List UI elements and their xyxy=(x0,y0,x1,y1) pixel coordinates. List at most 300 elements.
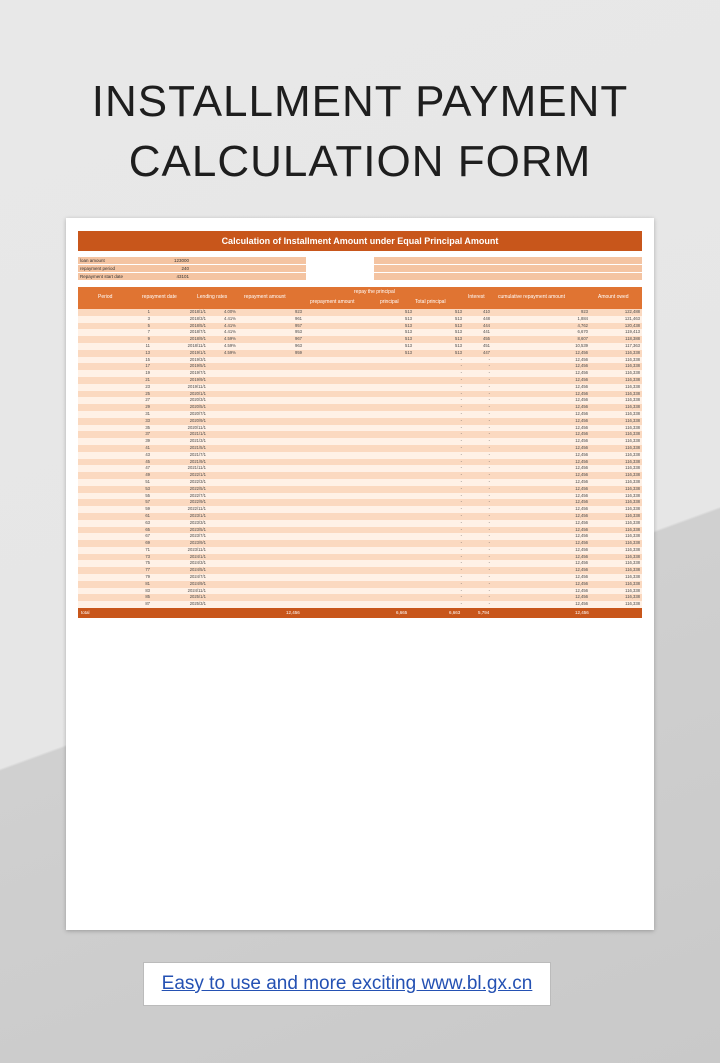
cell-date: 2024/7/1 xyxy=(189,574,206,580)
cell-total: - xyxy=(460,404,462,410)
table-row xyxy=(78,472,642,479)
cell-date: 2018/11/1 xyxy=(187,342,206,348)
cell-period: 9 xyxy=(147,336,150,342)
cell-period: 69 xyxy=(145,540,150,546)
table-row xyxy=(78,567,642,574)
cell-date: 2019/7/1 xyxy=(189,370,206,376)
cell-interest: - xyxy=(488,472,490,478)
cell-owed: 116,338 xyxy=(625,601,640,607)
cell-cum: 12,456 xyxy=(575,478,588,484)
cell-period: 71 xyxy=(145,546,150,552)
cell-interest: 441 xyxy=(483,329,490,335)
table-row xyxy=(78,594,642,601)
cell-owed: 116,338 xyxy=(625,560,640,566)
cell-interest: - xyxy=(488,431,490,437)
total-amount: 12,456 xyxy=(286,610,300,616)
cell-period: 19 xyxy=(145,370,150,376)
cell-total: - xyxy=(460,499,462,505)
table-row xyxy=(78,309,642,316)
cell-owed: 117,363 xyxy=(625,342,640,348)
table-row xyxy=(78,323,642,330)
cell-period: 63 xyxy=(145,519,150,525)
cell-total: - xyxy=(460,594,462,600)
cell-period: 47 xyxy=(145,465,150,471)
cell-date: 2021/3/1 xyxy=(189,438,206,444)
cell-rate: 4.41% xyxy=(224,322,236,328)
table-row xyxy=(78,316,642,323)
cell-interest: - xyxy=(488,383,490,389)
cell-amount: 957 xyxy=(295,322,302,328)
cell-owed: 116,338 xyxy=(625,444,640,450)
sheet-banner: Calculation of Installment Amount under Equal Principal Amount xyxy=(78,231,642,251)
cell-period: 1 xyxy=(147,309,150,314)
info-label: Repayment start date xyxy=(80,274,124,279)
cell-date: 2024/5/1 xyxy=(189,567,206,573)
table-row xyxy=(78,350,642,357)
cell-amount: 923 xyxy=(295,309,302,314)
cell-interest: - xyxy=(488,438,490,444)
info-row xyxy=(78,257,306,264)
cell-owed: 116,338 xyxy=(625,492,640,498)
cell-period: 79 xyxy=(145,574,150,580)
cell-date: 2022/5/1 xyxy=(189,485,206,491)
cell-interest: - xyxy=(488,390,490,396)
cell-interest: 451 xyxy=(483,342,490,348)
cell-total: - xyxy=(460,363,462,369)
cell-amount: 959 xyxy=(295,349,302,355)
cell-total: - xyxy=(460,376,462,382)
cell-cum: 12,456 xyxy=(575,560,588,566)
cell-interest: - xyxy=(488,533,490,539)
cell-interest: - xyxy=(488,601,490,607)
total-row xyxy=(78,608,642,618)
cell-interest: - xyxy=(488,410,490,416)
cell-interest: 444 xyxy=(483,322,490,328)
header-repayment-amount: repayment amount xyxy=(244,294,286,300)
cell-date: 2020/3/1 xyxy=(189,397,206,403)
cell-interest: - xyxy=(488,587,490,593)
cell-owed: 116,338 xyxy=(625,553,640,559)
cell-period: 15 xyxy=(145,356,150,362)
cell-cum: 923 xyxy=(581,309,588,314)
cell-total: - xyxy=(460,519,462,525)
table-row xyxy=(78,581,642,588)
cell-interest: 447 xyxy=(483,349,490,355)
cell-interest: - xyxy=(488,499,490,505)
cell-owed: 116,338 xyxy=(625,404,640,410)
header-period: Period xyxy=(98,294,113,300)
cell-interest: - xyxy=(488,485,490,491)
header-total-principal: Total principal xyxy=(415,299,446,305)
table-row xyxy=(78,329,642,336)
cell-owed: 116,338 xyxy=(625,424,640,430)
info-label: repayment period xyxy=(80,266,116,271)
cell-date: 2018/7/1 xyxy=(189,329,206,335)
cell-cum: 12,456 xyxy=(575,472,588,478)
table-row xyxy=(78,452,642,459)
cell-total: - xyxy=(460,567,462,573)
cell-interest: - xyxy=(488,465,490,471)
cell-total: - xyxy=(460,580,462,586)
cell-period: 57 xyxy=(145,499,150,505)
cell-total: - xyxy=(460,397,462,403)
cell-interest: - xyxy=(488,540,490,546)
cell-owed: 116,338 xyxy=(625,567,640,573)
header-principal: principal xyxy=(380,299,399,305)
cell-owed: 121,463 xyxy=(624,315,640,321)
cell-total: 513 xyxy=(455,349,462,355)
info-row xyxy=(78,265,306,272)
cell-total: - xyxy=(460,472,462,478)
info-row xyxy=(78,273,306,280)
cell-owed: 116,338 xyxy=(625,478,640,484)
cell-owed: 116,338 xyxy=(625,472,640,478)
cell-interest: - xyxy=(488,553,490,559)
cell-total: - xyxy=(460,553,462,559)
cell-total: - xyxy=(460,526,462,532)
cell-period: 45 xyxy=(145,458,150,464)
cell-date: 2023/5/1 xyxy=(189,526,206,532)
cell-period: 53 xyxy=(145,485,150,491)
cell-period: 13 xyxy=(145,349,150,355)
table-header xyxy=(78,287,642,309)
cell-cum: 12,456 xyxy=(575,424,588,430)
table-row xyxy=(78,418,642,425)
cell-total: 513 xyxy=(455,309,462,314)
table-row xyxy=(78,357,642,364)
cell-owed: 116,338 xyxy=(625,574,640,580)
cell-cum: 12,456 xyxy=(575,383,588,389)
cell-date: 2022/11/1 xyxy=(187,506,206,512)
cell-date: 2018/9/1 xyxy=(189,336,206,342)
cell-date: 2019/1/1 xyxy=(189,349,206,355)
cell-date: 2023/9/1 xyxy=(189,540,206,546)
cell-principal: 513 xyxy=(405,336,412,342)
cell-amount: 961 xyxy=(295,315,302,321)
table-body xyxy=(78,309,642,608)
cell-interest: - xyxy=(488,519,490,525)
cell-total: - xyxy=(460,587,462,593)
cell-amount: 967 xyxy=(295,336,302,342)
cell-date: 2018/3/1 xyxy=(189,315,206,321)
spreadsheet-preview xyxy=(66,218,654,930)
cell-period: 51 xyxy=(145,478,150,484)
cell-period: 27 xyxy=(145,397,150,403)
cell-owed: 116,338 xyxy=(625,390,640,396)
cell-total: - xyxy=(460,444,462,450)
cell-date: 2020/1/1 xyxy=(189,390,206,396)
cell-period: 83 xyxy=(145,587,150,593)
cell-owed: 116,338 xyxy=(625,499,640,505)
cell-date: 2025/3/1 xyxy=(189,601,206,607)
cell-owed: 116,338 xyxy=(625,546,640,552)
total-cumulative: 12,456 xyxy=(575,610,589,616)
cell-date: 2021/7/1 xyxy=(189,451,206,457)
cell-cum: 12,456 xyxy=(575,601,588,607)
cell-total: - xyxy=(460,390,462,396)
cell-cum: 12,456 xyxy=(575,587,588,593)
cell-owed: 116,338 xyxy=(625,519,640,525)
cell-interest: - xyxy=(488,444,490,450)
cell-date: 2020/5/1 xyxy=(189,404,206,410)
cell-total: 513 xyxy=(455,329,462,335)
cell-interest: - xyxy=(488,376,490,382)
cell-cum: 10,539 xyxy=(575,342,588,348)
cell-interest: 448 xyxy=(483,315,490,321)
table-row xyxy=(78,554,642,561)
cell-owed: 116,338 xyxy=(625,383,640,389)
table-row xyxy=(78,363,642,370)
cell-total: - xyxy=(460,424,462,430)
table-row xyxy=(78,431,642,438)
cell-period: 87 xyxy=(145,601,150,607)
cell-cum: 12,456 xyxy=(575,526,588,532)
cell-period: 61 xyxy=(145,512,150,518)
table-row xyxy=(78,513,642,520)
cell-owed: 116,338 xyxy=(625,451,640,457)
cell-owed: 116,338 xyxy=(625,349,640,355)
cell-period: 81 xyxy=(145,580,150,586)
cell-date: 2021/1/1 xyxy=(189,431,206,437)
cell-cum: 12,456 xyxy=(575,574,588,580)
cell-total: - xyxy=(460,451,462,457)
cell-cum: 12,456 xyxy=(575,567,588,573)
cell-total: - xyxy=(460,560,462,566)
footer-banner xyxy=(143,962,551,1006)
cell-period: 85 xyxy=(145,594,150,600)
cell-period: 25 xyxy=(145,390,150,396)
cell-interest: - xyxy=(488,567,490,573)
table-row xyxy=(78,343,642,350)
cell-period: 77 xyxy=(145,567,150,573)
cell-owed: 116,338 xyxy=(625,417,640,423)
table-row xyxy=(78,384,642,391)
table-row xyxy=(78,391,642,398)
cell-interest: - xyxy=(488,594,490,600)
table-row xyxy=(78,445,642,452)
cell-total: - xyxy=(460,506,462,512)
total-label: total xyxy=(81,610,90,616)
info-value: 240 xyxy=(181,266,189,271)
cell-rate: 4.41% xyxy=(224,329,236,335)
footer-link[interactable]: Easy to use and more exciting www.bl.gx.cn xyxy=(161,973,533,994)
cell-cum: 12,456 xyxy=(575,499,588,505)
cell-interest: - xyxy=(488,546,490,552)
cell-total: 513 xyxy=(455,322,462,328)
cell-cum: 12,456 xyxy=(575,553,588,559)
table-row xyxy=(78,560,642,567)
title-line-2: CALCULATION FORM xyxy=(128,137,592,186)
cell-date: 2021/11/1 xyxy=(187,465,206,471)
cell-cum: 12,456 xyxy=(575,431,588,437)
cell-period: 75 xyxy=(145,560,150,566)
cell-period: 73 xyxy=(145,553,150,559)
cell-date: 2019/11/1 xyxy=(187,383,206,389)
cell-interest: - xyxy=(488,397,490,403)
cell-date: 2023/11/1 xyxy=(187,546,206,552)
cell-interest: - xyxy=(488,580,490,586)
cell-amount: 953 xyxy=(295,329,302,335)
total-interest: 5,794 xyxy=(478,610,490,616)
table-row xyxy=(78,465,642,472)
header-lending-rates: Lending rates xyxy=(197,294,228,300)
cell-date: 2024/1/1 xyxy=(189,553,206,559)
cell-period: 17 xyxy=(145,363,150,369)
cell-interest: - xyxy=(488,478,490,484)
cell-interest: - xyxy=(488,370,490,376)
header-interest: Interest xyxy=(468,294,485,300)
table-row xyxy=(78,493,642,500)
cell-total: - xyxy=(460,431,462,437)
cell-total: - xyxy=(460,356,462,362)
total-principal: 6,663 xyxy=(449,610,461,616)
cell-cum: 12,456 xyxy=(575,458,588,464)
table-row xyxy=(78,404,642,411)
cell-interest: - xyxy=(488,492,490,498)
cell-cum: 12,456 xyxy=(575,370,588,376)
cell-period: 59 xyxy=(145,506,150,512)
cell-cum: 12,456 xyxy=(575,390,588,396)
loan-info xyxy=(78,257,642,281)
table-row xyxy=(78,425,642,432)
cell-interest: - xyxy=(488,458,490,464)
table-row xyxy=(78,397,642,404)
cell-owed: 116,338 xyxy=(625,356,640,362)
cell-total: - xyxy=(460,492,462,498)
cell-period: 23 xyxy=(145,383,150,389)
cell-cum: 12,456 xyxy=(575,349,588,355)
cell-date: 2025/1/1 xyxy=(189,594,206,600)
cell-date: 2020/9/1 xyxy=(189,417,206,423)
cell-total: - xyxy=(460,478,462,484)
cell-cum: 12,456 xyxy=(575,397,588,403)
cell-date: 2024/9/1 xyxy=(189,580,206,586)
cell-period: 39 xyxy=(145,438,150,444)
cell-date: 2022/3/1 xyxy=(189,478,206,484)
cell-cum: 6,670 xyxy=(577,329,588,335)
cell-total: - xyxy=(460,574,462,580)
title-line-1: INSTALLMENT PAYMENT xyxy=(91,77,629,126)
cell-owed: 116,338 xyxy=(625,376,640,382)
cell-period: 65 xyxy=(145,526,150,532)
cell-date: 2022/9/1 xyxy=(189,499,206,505)
cell-cum: 12,456 xyxy=(575,404,588,410)
cell-date: 2019/5/1 xyxy=(189,363,206,369)
cell-rate: 4.59% xyxy=(224,336,236,342)
cell-period: 55 xyxy=(145,492,150,498)
cell-date: 2024/11/1 xyxy=(187,587,206,593)
cell-cum: 12,456 xyxy=(575,519,588,525)
cell-cum: 12,456 xyxy=(575,451,588,457)
cell-owed: 116,338 xyxy=(625,370,640,376)
cell-period: 35 xyxy=(145,424,150,430)
page-title xyxy=(0,72,720,192)
cell-period: 3 xyxy=(147,315,150,321)
cell-date: 2019/9/1 xyxy=(189,376,206,382)
cell-total: - xyxy=(460,546,462,552)
cell-owed: 116,338 xyxy=(625,540,640,546)
cell-interest: - xyxy=(488,512,490,518)
cell-owed: 116,338 xyxy=(625,438,640,444)
table-row xyxy=(78,438,642,445)
cell-date: 2023/1/1 xyxy=(189,512,206,518)
cell-cum: 4,762 xyxy=(577,322,588,328)
cell-period: 67 xyxy=(145,533,150,539)
cell-total: - xyxy=(460,370,462,376)
cell-cum: 12,456 xyxy=(575,376,588,382)
cell-total: - xyxy=(460,410,462,416)
cell-total: 513 xyxy=(455,336,462,342)
cell-cum: 12,456 xyxy=(575,444,588,450)
cell-interest: - xyxy=(488,356,490,362)
cell-cum: 12,456 xyxy=(575,580,588,586)
table-row xyxy=(78,540,642,547)
cell-period: 41 xyxy=(145,444,150,450)
cell-date: 2020/11/1 xyxy=(187,424,206,430)
cell-period: 31 xyxy=(145,410,150,416)
cell-owed: 116,338 xyxy=(625,594,640,600)
header-repayment-date: repayment date xyxy=(142,294,177,300)
cell-cum: 12,456 xyxy=(575,540,588,546)
cell-cum: 12,456 xyxy=(575,506,588,512)
table-row xyxy=(78,527,642,534)
header-amount-owed: Amount owed xyxy=(598,294,629,300)
cell-total: - xyxy=(460,465,462,471)
cell-owed: 119,413 xyxy=(625,329,640,335)
header-repay-principal: repay the principal xyxy=(354,289,395,295)
cell-cum: 12,456 xyxy=(575,363,588,369)
table-row xyxy=(78,336,642,343)
cell-date: 2023/7/1 xyxy=(189,533,206,539)
table-row xyxy=(78,459,642,466)
cell-cum: 12,456 xyxy=(575,485,588,491)
cell-total: - xyxy=(460,601,462,607)
table-row xyxy=(78,377,642,384)
table-row xyxy=(78,547,642,554)
cell-principal: 513 xyxy=(405,349,412,355)
cell-owed: 116,338 xyxy=(625,526,640,532)
cell-total: - xyxy=(460,438,462,444)
cell-interest: - xyxy=(488,526,490,532)
cell-period: 43 xyxy=(145,451,150,457)
cell-date: 2022/1/1 xyxy=(189,472,206,478)
info-value: 43101 xyxy=(176,274,189,279)
cell-owed: 116,338 xyxy=(625,431,640,437)
table-row xyxy=(78,499,642,506)
cell-date: 2020/7/1 xyxy=(189,410,206,416)
cell-cum: 12,456 xyxy=(575,512,588,518)
cell-owed: 116,338 xyxy=(625,397,640,403)
cell-owed: 116,338 xyxy=(625,458,640,464)
cell-principal: 513 xyxy=(405,342,412,348)
cell-date: 2021/5/1 xyxy=(189,444,206,450)
cell-cum: 1,884 xyxy=(577,315,588,321)
cell-cum: 12,456 xyxy=(575,594,588,600)
info-label: loan amount xyxy=(80,258,105,263)
table-row xyxy=(78,479,642,486)
cell-interest: - xyxy=(488,574,490,580)
cell-owed: 116,338 xyxy=(625,485,640,491)
cell-principal: 513 xyxy=(405,315,412,321)
cell-interest: 455 xyxy=(483,336,490,342)
cell-interest: - xyxy=(488,451,490,457)
cell-rate: 4.00% xyxy=(224,309,236,314)
cell-period: 7 xyxy=(147,329,150,335)
table-row xyxy=(78,506,642,513)
cell-total: - xyxy=(460,533,462,539)
cell-owed: 120,438 xyxy=(624,322,640,328)
cell-cum: 12,456 xyxy=(575,417,588,423)
